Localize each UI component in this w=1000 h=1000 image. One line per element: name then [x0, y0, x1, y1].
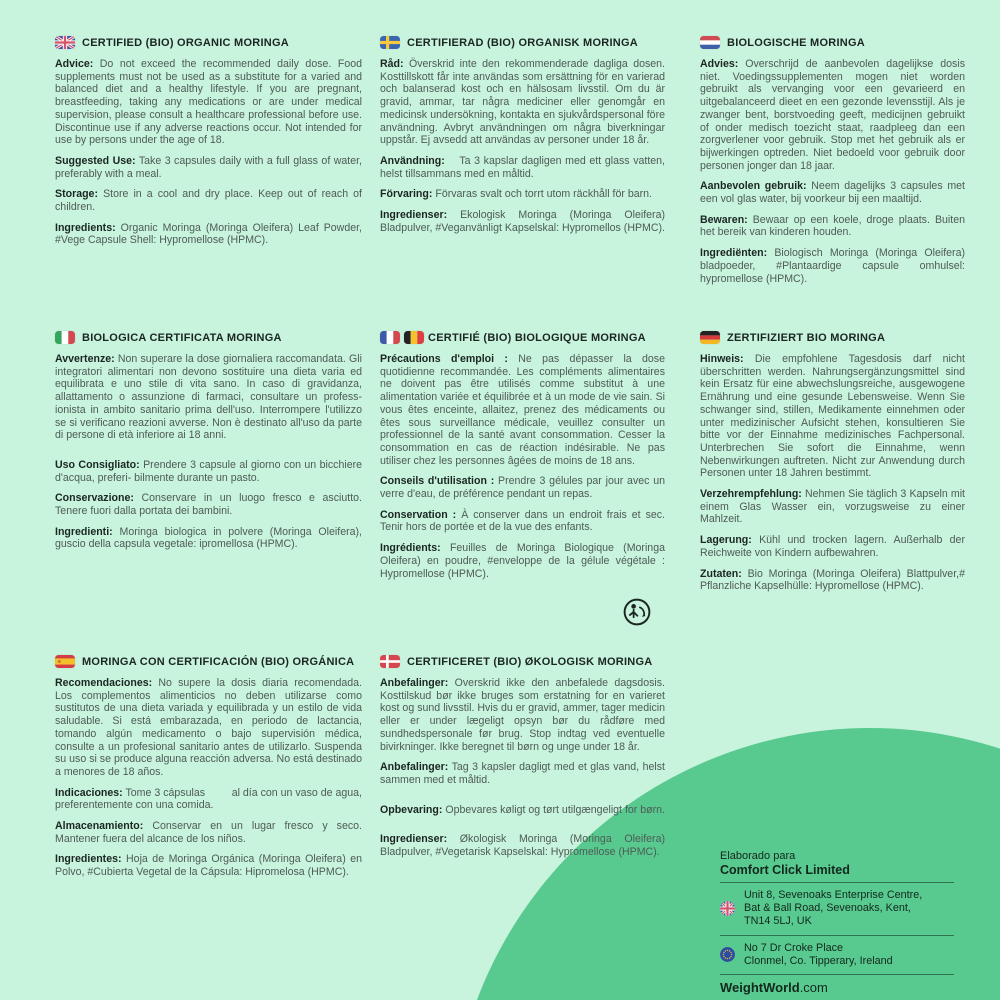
storage-paragraph	[700, 534, 965, 559]
para-text: Neem dagelijks 3 capsules met een vol glas water, bij voorkeur bij een maaltijd.	[700, 180, 965, 206]
para-label: Lagerung:	[700, 534, 752, 547]
website-tld: .com	[799, 980, 828, 996]
section-italian	[55, 331, 362, 559]
ingredients-paragraph	[55, 853, 362, 878]
triman-recycling-icon	[622, 597, 652, 627]
para-label: Förvaring:	[380, 188, 433, 201]
para-text: Take 3 capsules daily with a full glass of water, preferably with a meal.	[55, 154, 362, 180]
advice-paragraph	[380, 677, 665, 753]
section-title: BIOLOGICA CERTIFICATA MORINGA	[82, 331, 282, 344]
section-danish	[380, 655, 665, 867]
storage-paragraph	[55, 492, 362, 517]
section-title: CERTIFIERAD (BIO) ORGANISK MORINGA	[407, 36, 638, 49]
para-text: Ta 3 kapslar dagligen med ett glass vatten, helst tillsammans med en måltid.	[380, 154, 666, 180]
para-label: Ingredienser:	[380, 833, 448, 846]
advice-paragraph	[55, 58, 362, 147]
para-label: Råd:	[380, 58, 404, 70]
para-label: Advies:	[700, 58, 739, 70]
uk-round-flag-icon	[720, 901, 735, 916]
suggested-use-paragraph	[55, 459, 362, 484]
section-title: BIOLOGISCHE MORINGA	[727, 36, 865, 49]
uk-address-row	[720, 887, 954, 931]
para-label: Användning:	[380, 154, 445, 167]
france-flag-icon	[380, 331, 400, 344]
uk-flag-icon	[55, 36, 75, 49]
italy-flag-icon	[55, 331, 75, 344]
para-label: Uso Consigliato:	[55, 458, 140, 471]
sweden-flag-icon	[380, 36, 400, 49]
section-spanish	[55, 655, 362, 887]
spain-flag-icon	[55, 655, 75, 668]
para-label: Conseils d'utilisation :	[380, 475, 495, 488]
para-text: Feuilles de Moringa Biologique (Moringa Oleifera) en poudre, #enveloppe de la gélule végétale : Hypromellose (HPMC).	[380, 542, 665, 580]
para-text: Do not exceed the recommended daily dose. Food supplements must not be used as a substitute for a varied and balanced diet and a healthy lifestyle. If you are pregnant, breastfeeding, taking any medications or are under medical supervision, please consult a healthcare professional before use. Discontinue use if any adverse reactions occur. Not intended for use by persons under the age of 18.	[55, 58, 362, 147]
section-title: CERTIFIÉ (BIO) BIOLOGIQUE MORINGA	[428, 331, 646, 344]
ingredients-paragraph	[380, 542, 665, 580]
uk-address-line: Unit 8, Sevenoaks Enterprise Centre,	[744, 889, 923, 901]
section-german	[700, 331, 965, 601]
para-text: Tag 3 kapsler dagligt med et glas vand, helst sammen med et måltid.	[380, 761, 665, 786]
para-label: Storage:	[55, 188, 98, 201]
para-label: Ingredienser:	[380, 209, 448, 222]
section-title: CERTIFICERET (BIO) ØKOLOGISK MORINGA	[407, 655, 653, 668]
suggested-use-paragraph	[55, 787, 362, 812]
para-label: Précautions d'emploi :	[380, 353, 508, 365]
suggested-use-paragraph	[700, 488, 965, 526]
para-text: No supere la dosis diaria recomendada. Los complementos alimenticios no deben utilizarse como sustitutos de una dieta variada y equilibrada y un estilo de vida saludable. Si está embarazada, en periodo de lactancia, tomando algún medicamento o bajo supervisión médica, consulte a un profesional sanitario antes de utilizarlo. Suspenda su uso si se produce alguna reacción adversa. No está destinado a menores de 18 años.	[55, 677, 362, 778]
para-text: Conservare in un luogo fresco e asciutto. Tenere fuori dalla portata dei bambini.	[55, 492, 362, 518]
para-text: Store in a cool and dry place. Keep out of reach of children.	[55, 188, 362, 214]
section-english	[55, 36, 362, 255]
ingredients-paragraph	[700, 247, 965, 285]
suggested-use-paragraph	[380, 761, 665, 786]
manufacturer-info	[720, 850, 954, 995]
website-brand: WeightWorld	[720, 980, 800, 996]
website-url	[720, 980, 954, 995]
netherlands-flag-icon	[700, 36, 720, 49]
para-label: Almacenamiento:	[55, 820, 144, 833]
ingredients-paragraph	[380, 833, 665, 858]
section-title: MORINGA CON CERTIFICACIÓN (BIO) ORGÁNICA	[82, 655, 355, 668]
advice-paragraph	[380, 58, 665, 147]
ingredients-paragraph	[55, 526, 362, 551]
uk-address-line: TN14 5LJ, UK	[744, 915, 812, 928]
para-label: Conservation :	[380, 508, 457, 521]
para-label: Bewaren:	[700, 213, 748, 226]
para-text: Non superare la dose giornaliera raccomandata. Gli integratori alimentari non devono sostituire una dieta varia ed equilibrata e uno stile di vita sano. In caso di gravidanza, allattamento o assunzione di farmaci, consultare un profess- ionista in ambito sanitario prima dell'uso. Interrompere l'utilizzo se si verificano reazioni avverse. Non è destinato all'uso da parte di persone di età inferiore ai 18 anni.	[55, 353, 362, 442]
storage-paragraph	[700, 214, 965, 239]
germany-flag-icon	[700, 331, 720, 344]
para-label: Anbefalinger:	[380, 761, 449, 774]
eu-address-row	[720, 940, 954, 970]
suggested-use-paragraph	[380, 475, 665, 500]
suggested-use-paragraph	[55, 155, 362, 180]
para-text: Biologisch Moringa (Moringa Oleifera) bladpoeder, #Plantaardige capsule omhulsel: hypromellose (HPMC).	[700, 247, 965, 285]
advice-paragraph	[380, 353, 665, 467]
para-label: Ingredients:	[55, 221, 116, 234]
para-label: Recomendaciones:	[55, 677, 153, 689]
eu-round-flag-icon	[720, 947, 735, 962]
section-dutch	[700, 36, 965, 293]
suggested-use-paragraph	[700, 180, 965, 205]
para-text: Organic Moringa (Moringa Oleifera) Leaf Powder, #Vege Capsule Shell: Hypromellose (HPMC).	[55, 221, 362, 247]
para-text: Förvaras svalt och torrt utom räckhåll för barn.	[435, 188, 653, 201]
company-name: Comfort Click Limited	[720, 863, 850, 877]
para-text: Ekologisk Moringa (Moringa Oleifera) Bladpulver, #Veganvänligt Kapselskal: Hypromellos (HPMC).	[380, 209, 665, 234]
eu-address-line: Clonmel, Co. Tipperary, Ireland	[744, 954, 893, 967]
para-text: Die empfohlene Tagesdosis darf nicht überschritten werden. Nahrungsergänzungsmittel sind kein Ersatz für eine abwechslungsreiche, ausgewogene Ernährung und eine gesunde Lebensweise. Wenn Sie schwanger sind, stillen, Medikamente einnehmen oder unter medizinischer Aufsicht stehen, konsultieren Sie bitte vor der Einnahme medizinisches Fachpersonal. Unterbrechen Sie sofort die Einnahme, wenn Nebenwirkungen auftreten. Nicht zur Anwendung durch Personen unter 18 Jahren bestimmt.	[700, 353, 965, 480]
para-text: Överskrid inte den rekommenderade dagliga dosen. Kosttillskott får inte användas som ersättning för en varierad och balanserad kost och en hälsosam livsstil. Om du är gravid, ammar, tar några mediciner eller genomgår en medicinsk undersökning, kontakta en sjukvårdspersonal före användning. Avbryt användningen om några biverkningar uppstår. Ej avsedd att användas av personer under 18 år.	[380, 58, 666, 147]
para-label: Ingrediënten:	[700, 247, 768, 260]
section-title: CERTIFIED (BIO) ORGANIC MORINGA	[82, 36, 289, 49]
para-label: Zutaten:	[700, 567, 742, 580]
para-label: Hinweis:	[700, 353, 744, 365]
para-text: Moringa biologica in polvere (Moringa Oleifera), guscio della capsula vegetale: ipromellosa (HPMC).	[55, 525, 362, 551]
para-label: Ingrédients:	[380, 542, 441, 555]
storage-paragraph	[55, 188, 362, 213]
para-label: Advice:	[55, 58, 94, 70]
belgium-flag-icon	[404, 331, 424, 344]
para-label: Anbefalinger:	[380, 677, 449, 689]
advice-paragraph	[55, 353, 362, 442]
advice-paragraph	[55, 677, 362, 779]
para-label: Opbevaring:	[380, 803, 443, 816]
para-text: Bewaar op een koele, droge plaats. Buiten het bereik van kinderen houden.	[700, 213, 965, 239]
para-text: Tome 3 cápsulas al día con un vaso de agua, preferentemente con una comida.	[55, 786, 362, 812]
para-label: Conservazione:	[55, 492, 134, 505]
storage-paragraph	[380, 509, 665, 534]
section-french	[380, 331, 665, 588]
ingredients-paragraph	[55, 222, 362, 247]
para-text: À conserver dans un endroit frais et sec. Tenir hors de portée et de la vue des enfants.	[380, 508, 666, 534]
denmark-flag-icon	[380, 655, 400, 668]
para-text: Bio Moringa (Moringa Oleifera) Blattpulver,# Pflanzliche Kapselhülle: Hypromellose (HPMC).	[700, 567, 965, 593]
para-text: Prendre 3 gélules par jour avec un verre d'eau, de préférence pendant un repas.	[380, 475, 665, 501]
para-label: Indicaciones:	[55, 786, 123, 799]
ingredients-paragraph	[700, 568, 965, 593]
ingredients-paragraph	[380, 209, 665, 234]
divider	[720, 882, 954, 883]
para-label: Verzehrempfehlung:	[700, 488, 802, 501]
para-label: Avvertenze:	[55, 353, 115, 365]
made-for-label: Elaborado para	[720, 850, 796, 862]
section-title: ZERTIFIZIERT BIO MORINGA	[727, 331, 886, 344]
para-label: Ingredienti:	[55, 525, 113, 538]
para-text: Overschrijd de aanbevolen dagelijkse dosis niet. Voedingssupplementen mogen niet worden gebruikt als vervanging voor een gevarieerd en uitgebalanceerd dieet en een gezonde levensstijl. Als je zwanger bent, borstvoeding geeft, medicijnen gebruikt of onder medisch toezicht staat, raadpleeg dan een zorgverlener voor gebruik. Stop met het gebruik als er bijwerkingen optreden. Niet bedoeld voor gebruik door personen jonger dan 18 jaar.	[700, 58, 965, 172]
divider	[720, 974, 954, 975]
para-text: Kühl und trocken lagern. Außerhalb der Reichweite von Kindern aufbewahren.	[700, 534, 965, 559]
advice-paragraph	[700, 353, 965, 480]
eu-address-line: No 7 Dr Croke Place	[744, 941, 844, 954]
para-text: Økologisk Moringa (Moringa Oleifera) Bladpulver, #Vegetarisk Kapselskal: Hypromellose (HPMC).	[380, 833, 665, 859]
para-label: Ingredientes:	[55, 853, 122, 866]
section-swedish	[380, 36, 665, 242]
storage-paragraph	[380, 188, 665, 201]
para-text: Prendere 3 capsule al giorno con un bicchiere d'acqua, preferi- bilmente durante un pasto.	[55, 458, 363, 484]
para-text: Ne pas dépasser la dose quotidienne recommandée. Les compléments alimentaires ne doivent pas être utilisés comme substitut à une alimentation variée et équilibrée et à un mode de vie sain. Si vous êtes enceinte, allaitez, prenez des médicaments ou êtes sous surveillance médicale, veuillez consulter un professionnel de la santé avant consommation. Cesser la consommation en cas de réaction indésirable. Ne pas utiliser chez les personnes âgées de moins de 18 ans.	[380, 353, 665, 467]
para-text: Hoja de Moringa Orgánica (Moringa Oleifera) en Polvo, #Cubierta Vegetal de la Cápsula: Hipromelosa (HPMC).	[55, 853, 362, 879]
suggested-use-paragraph	[380, 155, 665, 180]
storage-paragraph	[380, 804, 665, 817]
para-text: Conservar en un lugar fresco y seco. Mantener fuera del alcance de los niños.	[55, 820, 362, 845]
storage-paragraph	[55, 820, 362, 845]
para-text: Nehmen Sie täglich 3 Kapseln mit einem Glas Wasser ein, vorzugsweise zu einer Mahlzeit.	[700, 488, 965, 526]
para-text: Opbevares køligt og tørt utilgængeligt for børn.	[445, 803, 665, 816]
divider	[720, 935, 954, 936]
para-label: Aanbevolen gebruik:	[700, 180, 807, 193]
para-label: Suggested Use:	[55, 154, 136, 167]
para-text: Overskrid ikke den anbefalede dagsdosis. Kosttilskud bør ikke bruges som erstatning for en varieret kost og sund livsstil. Hvis du er gravid, ammer, tager medicin eller er under lægeligt opsyn bør du rådføre med sundhedspersonale før brug. Stop indtag ved eventuelle bivirkninger. Ikke beregnet til børn og unge under 18 år.	[380, 677, 665, 753]
advice-paragraph	[700, 58, 965, 172]
uk-address-line: Bat & Ball Road, Sevenoaks, Kent,	[744, 902, 911, 915]
